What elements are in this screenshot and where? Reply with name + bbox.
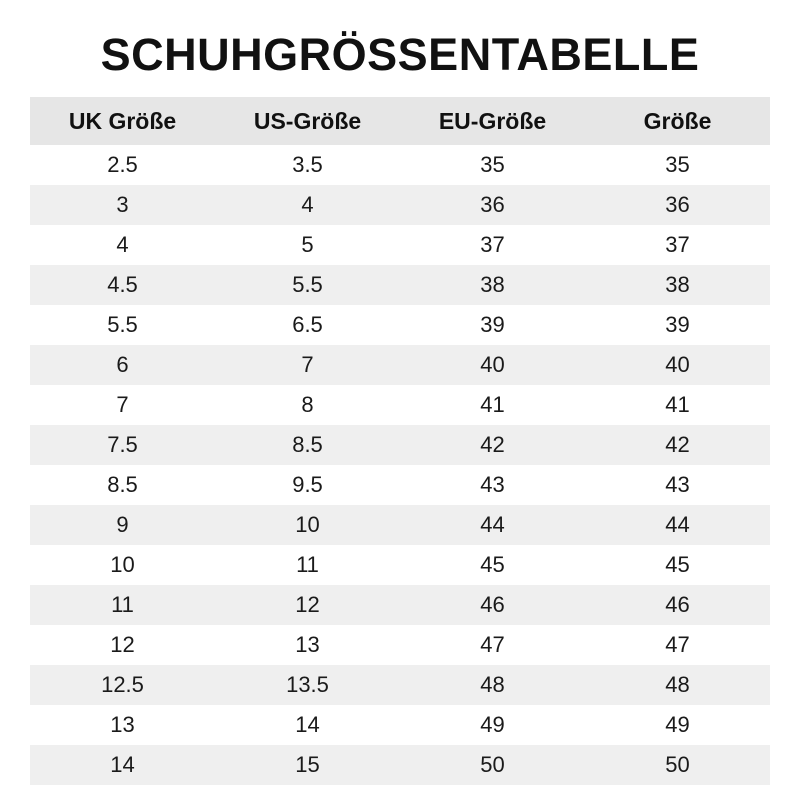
table-cell: 5.5	[30, 305, 215, 345]
table-cell: 41	[585, 385, 770, 425]
table-row	[30, 585, 770, 625]
table-cell: 5	[215, 225, 400, 265]
shoe-size-table	[30, 97, 770, 785]
table-cell: 45	[400, 545, 585, 585]
table-cell: 4	[30, 225, 215, 265]
table-cell: 14	[30, 745, 215, 785]
table-cell: 44	[585, 505, 770, 545]
table-cell: 50	[585, 745, 770, 785]
table-cell: 36	[400, 185, 585, 225]
table-row	[30, 625, 770, 665]
table-cell: 12	[215, 585, 400, 625]
table-row	[30, 225, 770, 265]
table-cell: 13	[215, 625, 400, 665]
table-cell: 9.5	[215, 465, 400, 505]
size-table-wrapper	[30, 97, 770, 785]
table-cell: 4.5	[30, 265, 215, 305]
table-row	[30, 505, 770, 545]
table-row	[30, 145, 770, 185]
table-cell: 2.5	[30, 145, 215, 185]
table-cell: 12	[30, 625, 215, 665]
table-cell: 39	[400, 305, 585, 345]
table-row	[30, 665, 770, 705]
table-cell: 8.5	[30, 465, 215, 505]
table-row	[30, 185, 770, 225]
table-cell: 10	[215, 505, 400, 545]
table-cell: 11	[215, 545, 400, 585]
table-cell: 36	[585, 185, 770, 225]
table-cell: 41	[400, 385, 585, 425]
table-body	[30, 145, 770, 785]
table-cell: 13.5	[215, 665, 400, 705]
table-cell: 37	[585, 225, 770, 265]
table-cell: 11	[30, 585, 215, 625]
table-cell: 6	[30, 345, 215, 385]
table-cell: 37	[400, 225, 585, 265]
table-cell: 8	[215, 385, 400, 425]
table-row	[30, 705, 770, 745]
table-row	[30, 265, 770, 305]
table-cell: 49	[400, 705, 585, 745]
table-header	[30, 97, 770, 145]
table-cell: 44	[400, 505, 585, 545]
table-cell: 10	[30, 545, 215, 585]
table-row	[30, 545, 770, 585]
table-cell: 3.5	[215, 145, 400, 185]
table-cell: 46	[585, 585, 770, 625]
table-cell: 15	[215, 745, 400, 785]
table-cell: 13	[30, 705, 215, 745]
table-cell: 38	[400, 265, 585, 305]
table-row	[30, 345, 770, 385]
table-row	[30, 385, 770, 425]
table-cell: 42	[400, 425, 585, 465]
table-cell: 38	[585, 265, 770, 305]
table-cell: 12.5	[30, 665, 215, 705]
table-cell: 8.5	[215, 425, 400, 465]
table-cell: 14	[215, 705, 400, 745]
table-row	[30, 745, 770, 785]
table-cell: 42	[585, 425, 770, 465]
table-cell: 40	[585, 345, 770, 385]
table-cell: 40	[400, 345, 585, 385]
table-cell: 3	[30, 185, 215, 225]
table-cell: 43	[400, 465, 585, 505]
table-cell: 47	[400, 625, 585, 665]
column-header-us: US-Größe	[215, 97, 400, 145]
table-cell: 9	[30, 505, 215, 545]
table-header-row	[30, 97, 770, 145]
table-cell: 49	[585, 705, 770, 745]
table-cell: 45	[585, 545, 770, 585]
table-cell: 50	[400, 745, 585, 785]
table-cell: 35	[400, 145, 585, 185]
table-cell: 7	[215, 345, 400, 385]
table-cell: 47	[585, 625, 770, 665]
table-cell: 4	[215, 185, 400, 225]
table-row	[30, 305, 770, 345]
table-cell: 7.5	[30, 425, 215, 465]
table-cell: 5.5	[215, 265, 400, 305]
column-header-size: Größe	[585, 97, 770, 145]
page-title: SCHUHGRÖSSENTABELLE	[100, 29, 700, 80]
table-cell: 48	[400, 665, 585, 705]
table-row	[30, 465, 770, 505]
table-cell: 43	[585, 465, 770, 505]
column-header-eu: EU-Größe	[400, 97, 585, 145]
table-cell: 48	[585, 665, 770, 705]
table-row	[30, 425, 770, 465]
column-header-uk: UK Größe	[30, 97, 215, 145]
table-cell: 46	[400, 585, 585, 625]
table-cell: 7	[30, 385, 215, 425]
table-cell: 39	[585, 305, 770, 345]
table-cell: 35	[585, 145, 770, 185]
table-cell: 6.5	[215, 305, 400, 345]
